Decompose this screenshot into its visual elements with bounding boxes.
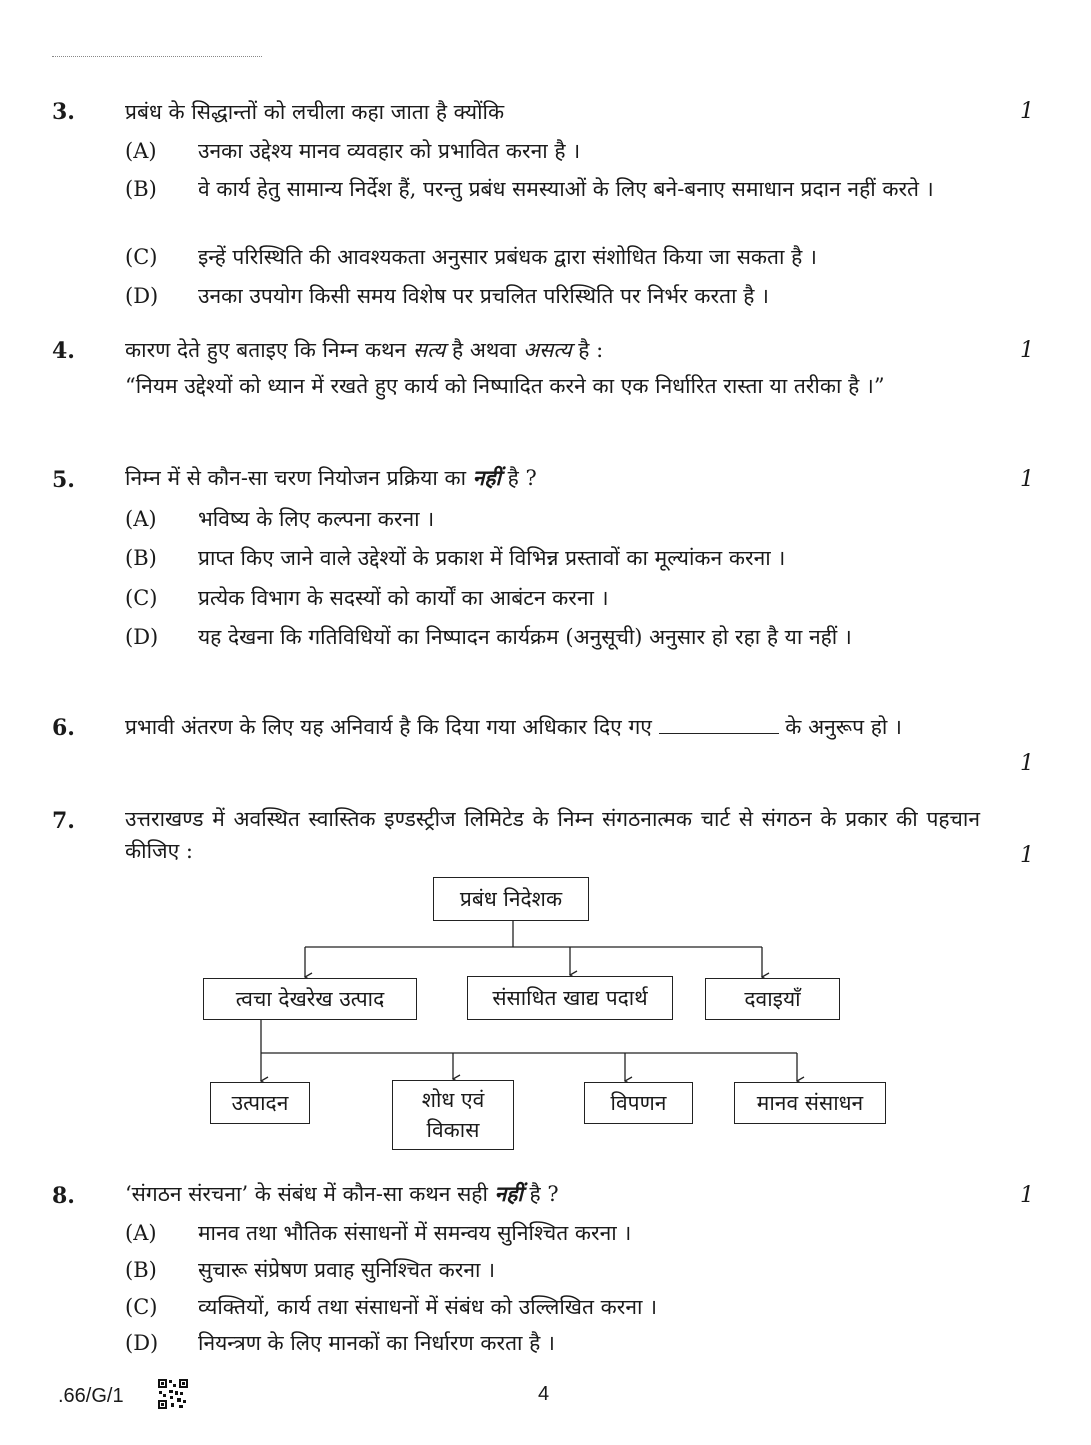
question-marks: 1: [1020, 467, 1034, 492]
chart-box-division: त्वचा देखरेख उत्पाद: [203, 978, 417, 1020]
option-label: (D): [125, 625, 159, 649]
option-text: प्रत्येक विभाग के सदस्यों को कार्यों का आबंटन करना ।: [198, 586, 609, 610]
question-marks: 1: [1020, 99, 1034, 124]
text-segment: है :: [571, 338, 604, 362]
question-marks: 1: [1020, 843, 1034, 868]
emphasis-word: नहीं: [472, 465, 501, 490]
option-label: (D): [125, 1331, 159, 1355]
paper-code: .66/G/1: [58, 1385, 124, 1407]
question-text: प्रबंध के सिद्धान्तों को लचीला कहा जाता है क्योंकि: [125, 100, 505, 124]
option-text: व्यक्तियों, कार्य तथा संसाधनों में संबंध को उल्लिखित करना ।: [198, 1295, 658, 1319]
question-text: उत्तराखण्ड में अवस्थित स्वास्तिक इण्डस्ट्रीज लिमिटेड के निम्न संगठनात्मक चार्ट से संगठन के प्रकार की पहचान कीजिए :: [125, 807, 980, 863]
option-text: वे कार्य हेतु सामान्य निर्देश हैं, परन्तु प्रबंध समस्याओं के लिए बने-बनाए समाधान प्रदान नहीं करते ।: [198, 177, 934, 201]
option-text: मानव तथा भौतिक संसाधनों में समन्वय सुनिश्चित करना ।: [198, 1221, 632, 1245]
text-segment: है अथवा: [445, 338, 524, 362]
chart-box-top: प्रबंध निदेशक: [433, 877, 589, 921]
option-label: (C): [125, 1295, 158, 1319]
option-text: भविष्य के लिए कल्पना करना ।: [198, 507, 435, 531]
question-number: 8.: [52, 1183, 75, 1209]
question-marks: 1: [1020, 1183, 1034, 1208]
text-segment: कारण देते हुए बताइए कि निम्न कथन: [125, 338, 413, 362]
question-number: 7.: [52, 808, 75, 834]
option-label: (B): [125, 177, 157, 201]
question-text: [125, 1178, 980, 1210]
chart-box-function: उत्पादन: [210, 1082, 310, 1124]
true-word: सत्य: [412, 338, 446, 362]
text-segment: है ?: [500, 466, 537, 490]
text-segment: निम्न में से कौन-सा चरण नियोजन प्रक्रिया का: [125, 466, 473, 490]
question-number: 4.: [52, 338, 75, 364]
chart-box-division: दवाइयाँ: [705, 978, 840, 1020]
false-word: असत्य: [523, 338, 572, 362]
option-label: (D): [125, 284, 159, 308]
question-marks: 1: [1020, 751, 1034, 776]
qr-code-icon: [157, 1378, 189, 1410]
option-label: (C): [125, 586, 158, 610]
text-segment: के अनुरूप हो ।: [785, 715, 902, 739]
question-number: 6.: [52, 715, 75, 741]
question-number: 5.: [52, 467, 75, 493]
option-label: (B): [125, 546, 157, 570]
question-number: 3.: [52, 99, 75, 125]
option-label: (A): [125, 1221, 157, 1245]
chart-box-function: मानव संसाधन: [734, 1082, 886, 1124]
text-segment: है ?: [522, 1182, 559, 1206]
chart-box-function: विपणन: [584, 1082, 693, 1124]
option-text: उनका उपयोग किसी समय विशेष पर प्रचलित परिस्थिति पर निर्भर करता है ।: [198, 284, 769, 308]
option-text: इन्हें परिस्थिति की आवश्यकता अनुसार प्रबंधक द्वारा संशोधित किया जा सकता है ।: [198, 245, 817, 269]
option-label: (A): [125, 507, 157, 531]
page-number: 4: [538, 1383, 550, 1405]
option-label: (C): [125, 245, 158, 269]
option-text: उनका उद्देश्य मानव व्यवहार को प्रभावित करना है ।: [198, 139, 581, 163]
text-segment: प्रभावी अंतरण के लिए यह अनिवार्य है कि दिया गया अधिकार दिए गए: [125, 715, 652, 739]
option-text: यह देखना कि गतिविधियों का निष्पादन कार्यक्रम (अनुसूची) अनुसार हो रहा है या नहीं ।: [198, 625, 852, 649]
option-text: प्राप्त किए जाने वाले उद्देश्यों के प्रकाश में विभिन्न प्रस्तावों का मूल्यांकन करना ।: [198, 546, 786, 570]
chart-box-function: शोध एवं विकास: [392, 1080, 514, 1150]
text-segment: ‘संगठन संरचना’ के संबंध में कौन-सा कथन सही: [125, 1182, 495, 1206]
option-text: सुचारू संप्रेषण प्रवाह सुनिश्चित करना ।: [198, 1258, 496, 1282]
question-marks: 1: [1020, 338, 1034, 363]
option-label: (A): [125, 139, 157, 163]
emphasis-word: नहीं: [494, 1181, 523, 1206]
chart-box-division: संसाधित खाद्य पदार्थ: [467, 976, 673, 1020]
question-quote: “नियम उद्देश्यों को ध्यान में रखते हुए कार्य को निष्पादित करने का एक निर्धारित रास्ता या तरीका है ।”: [125, 374, 885, 398]
option-label: (B): [125, 1258, 157, 1282]
option-text: नियन्त्रण के लिए मानकों का निर्धारण करता है ।: [198, 1331, 555, 1355]
